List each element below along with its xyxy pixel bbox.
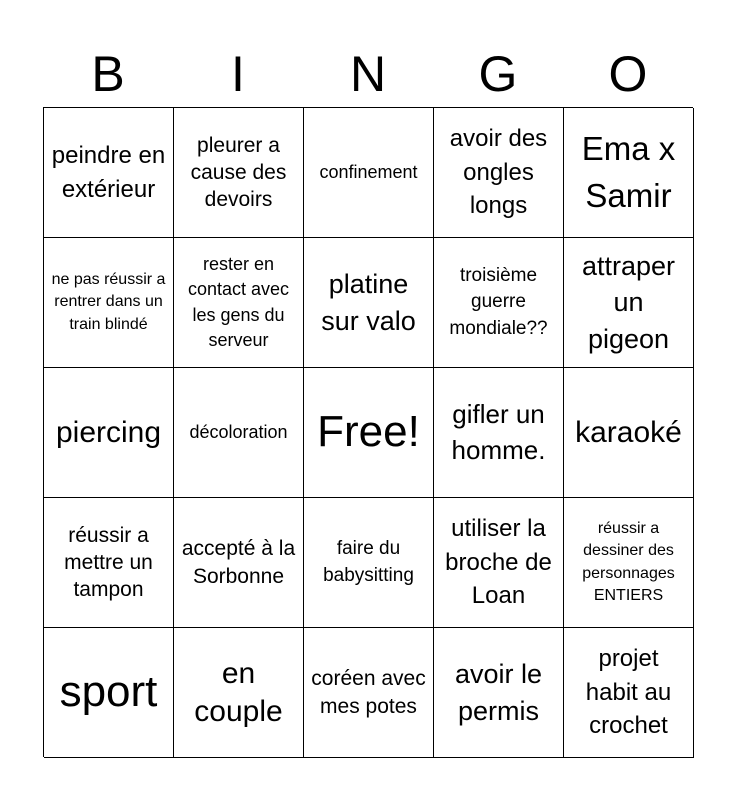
cell-text: avoir des ongles longs [449, 125, 548, 220]
free-space[interactable] [304, 368, 434, 498]
cell-text: utiliser la broche de Loan [445, 515, 552, 610]
header-letter-o: O [608, 46, 648, 102]
cell-text: platine sur valo [321, 269, 416, 336]
free-space-label: Free! [317, 407, 420, 457]
bingo-cell[interactable] [434, 368, 564, 498]
bingo-cell[interactable] [564, 498, 694, 628]
header-letter-b: B [91, 46, 125, 102]
cell-text: réussir a mettre un tampon [64, 523, 153, 602]
cell-text: rester en contact avec les gens du serveur [187, 254, 290, 350]
cell-text: avoir le permis [454, 659, 543, 726]
bingo-cell[interactable] [44, 628, 174, 758]
bingo-cell[interactable] [304, 498, 434, 628]
cell-text: troisième guerre mondiale?? [449, 264, 548, 339]
cell-text: confinement [319, 161, 418, 182]
bingo-cell[interactable] [564, 628, 694, 758]
cell-text: karaoké [575, 415, 682, 449]
cell-text: sport [59, 667, 158, 717]
bingo-cell[interactable] [304, 628, 434, 758]
bingo-cell[interactable] [44, 368, 174, 498]
cell-text: faire du babysitting [323, 537, 414, 586]
bingo-cell[interactable] [434, 238, 564, 368]
bingo-cell[interactable] [434, 108, 564, 238]
cell-text: pleurer a cause des devoirs [190, 133, 287, 212]
bingo-cell[interactable] [174, 368, 304, 498]
bingo-cell[interactable] [174, 498, 304, 628]
cell-text: Ema x Samir [581, 130, 676, 214]
bingo-cell[interactable] [174, 628, 304, 758]
bingo-header [43, 40, 693, 108]
cell-text: projet habit au crochet [585, 645, 672, 740]
bingo-cell[interactable] [44, 498, 174, 628]
bingo-cell[interactable] [44, 108, 174, 238]
cell-text: réussir a dessiner des personnages ENTIERS [582, 519, 675, 604]
bingo-cell[interactable] [44, 238, 174, 368]
bingo-cell[interactable] [434, 628, 564, 758]
bingo-cell[interactable] [174, 108, 304, 238]
cell-text: ne pas réussir a rentrer dans un train blindé [51, 270, 166, 333]
cell-text: piercing [55, 415, 162, 449]
bingo-cell[interactable] [564, 238, 694, 368]
header-letter-i: I [231, 46, 245, 102]
bingo-cell[interactable] [564, 108, 694, 238]
cell-text: décoloration [189, 421, 288, 442]
cell-text: gifler un homme. [451, 399, 546, 465]
header-letter-n: N [349, 46, 387, 102]
bingo-cell[interactable] [174, 238, 304, 368]
cell-text: attraper un pigeon [581, 250, 676, 354]
bingo-cell[interactable] [304, 108, 434, 238]
header-letter-g: G [478, 46, 518, 102]
bingo-board [43, 107, 693, 757]
bingo-cell[interactable] [434, 498, 564, 628]
cell-text: en couple [194, 657, 283, 728]
cell-text: coréen avec mes potes [311, 667, 426, 718]
cell-text: accepté à la Sorbonne [181, 537, 296, 588]
bingo-cell[interactable] [304, 238, 434, 368]
bingo-cell[interactable] [564, 368, 694, 498]
cell-text: peindre en extérieur [51, 141, 166, 203]
